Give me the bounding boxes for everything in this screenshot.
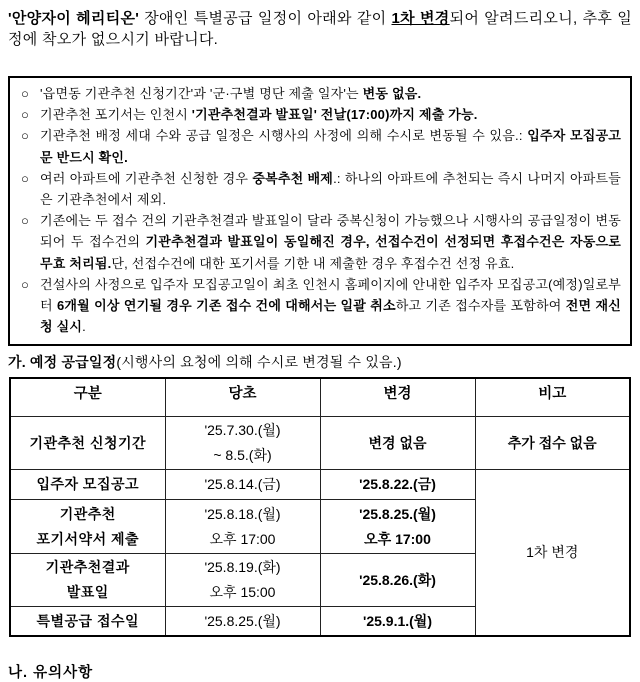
circle-bullet-icon: ○: [21, 86, 30, 101]
cell-text: '25.9.1.(월): [363, 612, 432, 629]
cell-text: '25.8.26.(화): [359, 571, 436, 588]
cell-text: 오후 17:00: [209, 530, 276, 547]
section-b-heading: 나. 유의사항: [8, 664, 94, 681]
row-label-cell: [10, 554, 165, 607]
cell-text: 포기서약서 제출: [36, 530, 140, 547]
notice-item-text: 기관추천 포기서는 인천시 '기관추천결과 발표일' 전날(17:00)까지 제출 가능.: [40, 107, 478, 123]
changed-date-cell: [320, 470, 475, 500]
section-a-heading: 가. 예정 공급일정(시행사의 요청에 의해 수시로 변경될 수 있음.): [8, 354, 402, 371]
cell-text: ~ 8.5.(화): [213, 447, 272, 464]
notice-item: [19, 168, 621, 210]
changed-date-cell: [320, 500, 475, 554]
circle-bullet-icon: ○: [21, 170, 30, 186]
cell-text: 특별공급 접수일: [36, 612, 140, 629]
remark-cell: [475, 417, 630, 470]
notice-item-text: 기존에는 두 접수 건의 기관추천결과 발표일이 달라 중복신청이 가능했으나 시행사의 공급일정이 변동되어 두 접수건의 기관추천결과 발표일이 동일해진 경우, 선접수건이 선정되면 후접수건은 자동으로 무효 처리됨.단, 선접수건에 대한 포기서를 기한 내 제출한 경우 후접수건 선정 유효.: [40, 213, 621, 271]
notice-item: [19, 274, 621, 338]
cell-text: 기관추천: [59, 505, 116, 522]
cell-text: 입주자 모집공고: [36, 476, 140, 493]
header-original: 당초: [165, 378, 320, 417]
notice-item-text: '읍면동 기관추천 신청기간'과 '군·구별 명단 제출 일자'는 변동 없음.: [40, 86, 422, 101]
notice-item-text: 여러 아파트에 기관추천 신청한 경우 중복추천 배제.: 하나의 아파트에 추천되는 즉시 나머지 아파트들은 기관추천에서 제외.: [40, 170, 621, 208]
original-date-cell: [165, 554, 320, 607]
notice-item: [19, 210, 621, 274]
cell-text: '25.8.25.(월): [359, 505, 436, 522]
cell-text: 1차 변경: [526, 544, 579, 561]
notice-item-text: 기관추천 배정 세대 수와 공급 일정은 시행사의 사정에 의해 수시로 변동될 수 있음.: 입주자 모집공고문 반드시 확인.: [40, 128, 621, 165]
schedule-table: [9, 377, 631, 637]
notice-list: [19, 83, 621, 337]
cell-text: '25.8.14.(금): [204, 476, 281, 493]
cell-text: '25.8.19.(화): [204, 559, 281, 576]
cell-text: '25.8.18.(월): [204, 505, 281, 522]
cell-text: 추가 접수 없음: [507, 434, 597, 451]
header-changed: 변경: [320, 378, 475, 417]
cell-text: 오후 17:00: [364, 530, 431, 547]
original-date-cell: [165, 500, 320, 554]
original-date-cell: [165, 417, 320, 470]
changed-date-cell: [320, 607, 475, 636]
row-label-cell: [10, 470, 165, 500]
circle-bullet-icon: ○: [21, 128, 30, 144]
circle-bullet-icon: ○: [21, 276, 30, 292]
row-label-cell: [10, 607, 165, 636]
notice-item: [19, 83, 621, 104]
cell-text: 오후 15:00: [209, 584, 276, 601]
row-label-cell: [10, 500, 165, 554]
cell-text: 발표일: [66, 584, 109, 601]
changed-date-cell: [320, 417, 475, 470]
row-label-cell: [10, 417, 165, 470]
changed-date-cell: [320, 554, 475, 607]
cell-text: 기관추천결과: [45, 559, 130, 576]
header-remark: 비고: [475, 378, 630, 417]
cell-text: '25.7.30.(월): [204, 422, 281, 439]
original-date-cell: [165, 607, 320, 636]
notice-item: [19, 125, 621, 167]
original-date-cell: [165, 470, 320, 500]
cell-text: '25.8.25.(월): [204, 612, 281, 629]
cell-text: 변경 없음: [368, 434, 427, 451]
table-header-row: [10, 378, 630, 417]
table-row: [10, 470, 630, 500]
notice-box: [8, 76, 632, 346]
header-category: 구분: [10, 378, 165, 417]
merged-remark-cell: [475, 470, 630, 636]
intro-paragraph: '안양자이 헤리티온' 장애인 특별공급 일정이 아래와 같이 1차 변경되어 알려드리오니, 추후 일정에 착오가 없으시기 바랍니다.: [8, 10, 633, 48]
table-row: [10, 417, 630, 470]
circle-bullet-icon: ○: [21, 107, 30, 123]
notice-item-text: 건설사의 사정으로 입주자 모집공고일이 최초 인천시 홈페이지에 안내한 입주자 모집공고(예정)일로부터 6개월 이상 연기될 경우 기존 접수 건에 대해서는 일괄 취소하고 기존 접수자를 포함하여 전면 재신청 실시.: [40, 276, 622, 335]
notice-item: [19, 104, 621, 125]
cell-text: 기관추천 신청기간: [29, 434, 147, 451]
circle-bullet-icon: ○: [21, 213, 30, 229]
cell-text: '25.8.22.(금): [359, 476, 436, 493]
